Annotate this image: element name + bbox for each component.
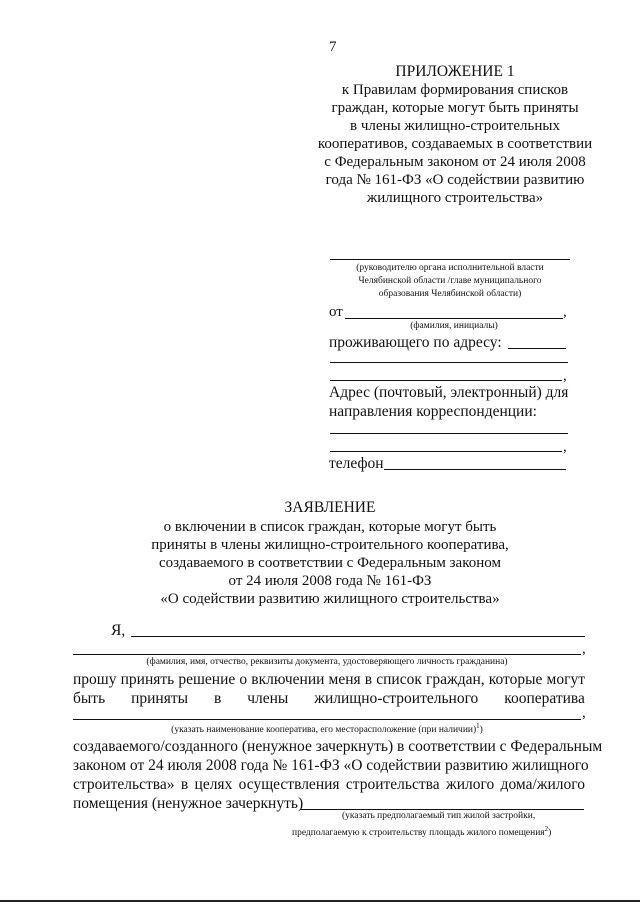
housing-type-field[interactable] (300, 809, 584, 810)
addressee-hint: (руководителю органа исполнительной власти (356, 263, 544, 273)
comma: , (563, 304, 567, 320)
comma: , (582, 705, 586, 721)
statement-line: от 24 июля 2008 года № 161-ФЗ (228, 573, 432, 589)
correspondence-field[interactable] (330, 433, 568, 434)
correspondence-label: направления корреспонденции: (329, 403, 537, 420)
appendix-title: ПРИЛОЖЕНИЕ 1 (395, 63, 515, 80)
last-line: помещения (ненужное зачеркнуть) (73, 795, 304, 812)
cooperative-field[interactable] (73, 719, 581, 720)
page-edge (0, 900, 640, 902)
address-field[interactable] (508, 348, 566, 349)
cooperative-hint (73, 721, 581, 736)
paragraph-line: строительства» в целях осуществления строительства жилого дома/жилого (73, 776, 585, 793)
housing-type-hint: (указать предполагаемый тип жилой застройки, (342, 811, 536, 821)
applicant-field[interactable] (73, 654, 581, 655)
from-hint: (фамилия, инициалы) (410, 321, 498, 331)
applicant-field[interactable] (131, 636, 585, 637)
cooperative-hint-close: ) (479, 725, 483, 736)
cooperative-hint-text: (указать наименование кооператива, его месторасположение (при наличии) (171, 725, 477, 736)
request-word: приняты (131, 690, 189, 707)
comma: , (563, 368, 567, 384)
page-number: 7 (329, 39, 337, 55)
footnote-ref: 1 (476, 722, 480, 730)
request-line: прошу принять решение о включении меня в список граждан, которые могут (73, 671, 585, 688)
from-field[interactable] (345, 318, 563, 319)
request-words (73, 689, 585, 708)
housing-type-hint-text: предполагаемую к строительству площадь жилого помещения (292, 828, 545, 839)
applicant-hint: (фамилия, имя, отчество, реквизиты документа, удостоверяющего личность гражданина) (146, 657, 508, 667)
i-label: Я, (111, 622, 126, 639)
paragraph-line: создаваемого/созданного (ненужное зачеркнуть) в соответствии с Федеральным (73, 738, 603, 755)
addressee-line[interactable] (330, 259, 570, 260)
from-label: от (329, 304, 343, 320)
appendix-line: кооперативов, создаваемых в соответствии (317, 136, 593, 152)
phone-field[interactable] (384, 469, 566, 470)
appendix-line: жилищного строительства» (366, 190, 544, 206)
statement-title: ЗАЯВЛЕНИЕ (284, 499, 376, 516)
request-word: быть (73, 690, 106, 707)
residing-label: проживающего по адресу: (329, 334, 502, 351)
statement-line: «О содействии развитию жилищного строительства» (160, 591, 500, 607)
address-field[interactable] (330, 380, 562, 381)
housing-type-hint (292, 824, 551, 839)
appendix-line: с Федеральным законом от 24 июля 2008 (324, 154, 586, 170)
statement-line: создаваемого в соответствии с Федеральным законом (159, 555, 501, 571)
request-word: в (213, 690, 222, 707)
request-word: кооператива (504, 690, 585, 707)
request-word: жилищно-строительного (314, 690, 479, 707)
paragraph-line: законом от 24 июля 2008 года № 161-ФЗ «О содействии развитию жилищного (73, 757, 589, 774)
appendix-line: в члены жилищно-строительных (350, 118, 560, 134)
phone-label: телефон (329, 455, 384, 472)
addressee-hint: образования Челябинской области) (378, 289, 522, 299)
footnote-ref: 2 (544, 825, 549, 833)
appendix-line: к Правилам формирования списков (341, 82, 569, 98)
housing-type-hint-close: ) (548, 828, 552, 839)
appendix-line: граждан, которые могут быть приняты (331, 100, 579, 116)
comma: , (582, 641, 586, 657)
address-field[interactable] (330, 362, 568, 363)
statement-line: о включении в список граждан, которые могут быть (163, 519, 497, 535)
addressee-hint: Челябинской области /главе муниципального (358, 276, 542, 286)
correspondence-label: Адрес (почтовый, электронный) для (329, 384, 569, 401)
statement-line: приняты в члены жилищно-строительного кооператива, (151, 537, 509, 553)
appendix-line: года № 161-ФЗ «О содействии развитию (325, 172, 585, 188)
request-word: члены (247, 690, 289, 707)
comma: , (563, 439, 567, 455)
correspondence-field[interactable] (330, 451, 562, 452)
